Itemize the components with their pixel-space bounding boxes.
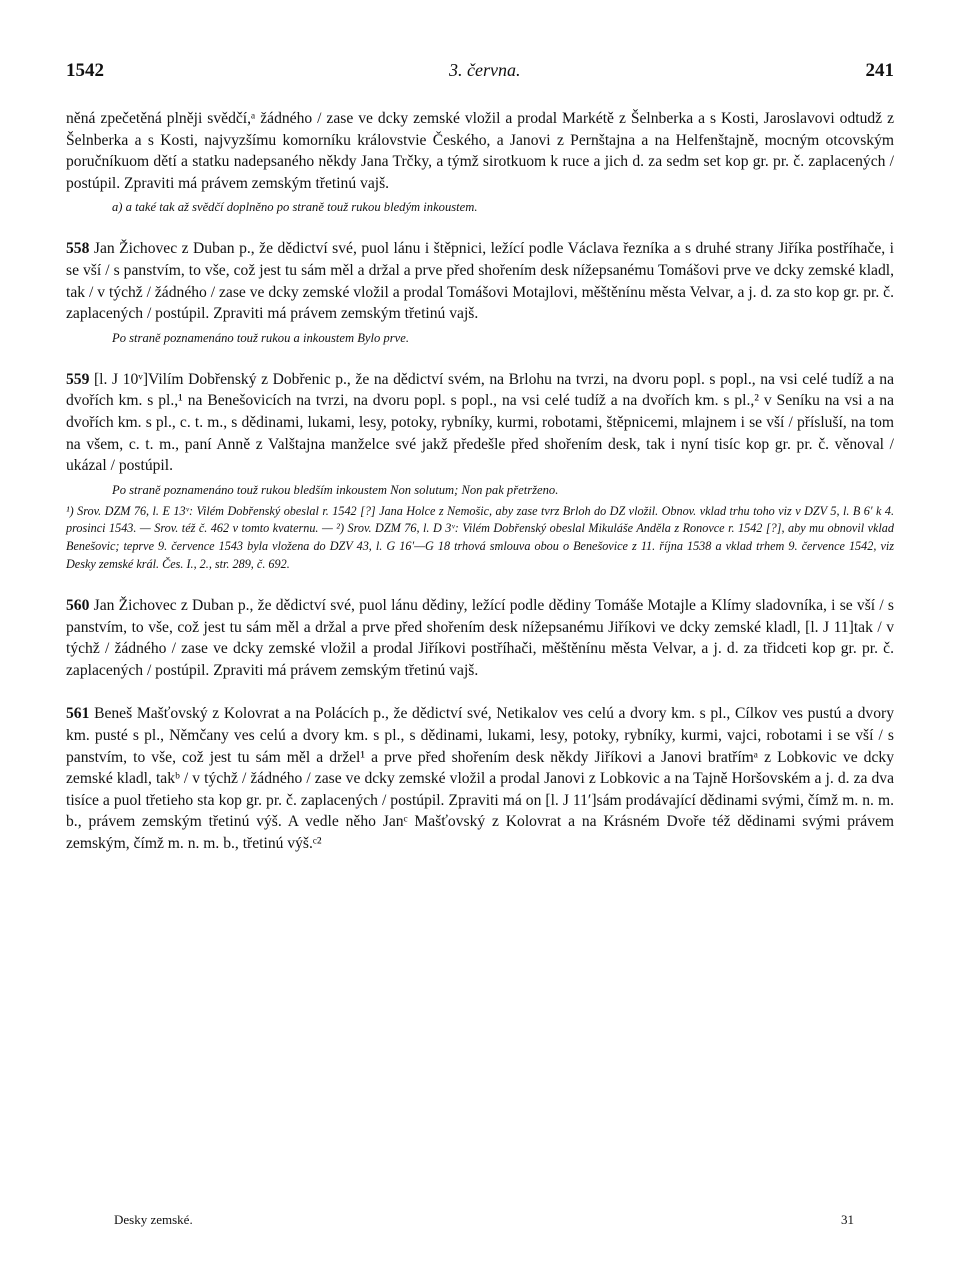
main-text <box>66 108 894 855</box>
entry-text: [l. J 10ᵛ]Vilím Dobřenský z Dobřenic p., že na dědictví svém, na Brlohu na tvrzi, na dvoru popl. s popl., na vsi celé tudíž a na dvořích km. s pl.,¹ na Benešovicích na tvrzi, na dvoru popl. s popl., na vsi celé tudíž a na dvořích km. s pl.,² v Seníku na vsi a na dvořích km. s pl., c. t. m., s dědinami, lukami, lesy, potoky, rybníky, kurmi, robotami, štěpnicemi, mlajnem i se vší / přísluší, na tom na všem, c. t. m., paní Anně z Valštajna manželce své jakž předešle před shořením desk, tak i nyní tisíc kop gr. pr. č. věnoval / ukázal / postúpil. <box>66 370 894 475</box>
entry-text: Beneš Mašťovský z Kolovrat a na Polácích p., že dědictví své, Netikalov ves celú a dvory km. s pl., Cílkov ves pustú a dvory km. pusté s pl., Němčany ves celú a dvory km. s pl., s dědinami, lukami, lesy, potoky, rybníky, kurmi, vajci, robotami i se vší / s panstvím, to vše, což jest tu sám měl a držel¹ a prve před shořením desk někdy Jiříkovi a Janovi bratřímᵃ z Lobkovic ve dcky zemské kladl, takᵇ / v týchž / žádného / zase ve dcky zemské vložil a prodal Janovi z Lobkovic a na Tajně Horšovském a j. d. za dva tisíce a puol třetieho sta kop gr. pr. č. zaplacených / postúpil. Zpraviti má on [l. J 11′]sám prodávající dědinami svými, čímž m. n. m. b., právem zemským třetinú výš. A vedle něho Janᶜ Mašťovský z Kolovrat a na Krásném Dvoře též dědinami svými právem zemským, čímž m. n. m. b., třetinú výš.ᶜ² <box>66 705 894 853</box>
entry-footnotes: ¹) Srov. DZM 76, l. E 13ᵛ: Vilém Dobřenský obeslal r. 1542 [?] Jana Holce z Nemošic, aby zase tvrz Brloh do DZ vložil. Obnov. vklad trhu toho viz v DZV 5, l. B 6′ k 4. prosinci 1543. — Srov. též č. 462 v tomto kvaternu. — ²) Srov. DZM 76, l. D 3ᵛ: Vilém Dobřenský obeslal Mikuláše Anděla z Ronovce r. 1542 [?], aby mu obnovil vklad Benešovic; teprve 9. července 1543 byla vložena do DZV 43, l. G 16′—G 18 trhová smlouva obou o Benešovice z 11. října 1538 a vklad trhem 9. července 1542, viz Desky zemské král. Čes. I., 2., str. 289, č. 692. <box>66 503 894 571</box>
header-date: 3. června. <box>449 60 521 80</box>
page-footer <box>114 1212 854 1228</box>
intro-note: a) a také tak až svědčí doplněno po straně touž rukou bledým inkoustem. <box>112 200 478 215</box>
header-year: 1542 <box>66 60 104 81</box>
entry-561 <box>66 703 894 854</box>
footer-title: Desky zemské. <box>114 1212 193 1227</box>
entry-number: 560 <box>66 597 90 615</box>
entry-note: Po straně poznamenáno touž rukou bledším inkoustem Non solutum; Non pak přetrženo. <box>112 482 559 497</box>
entry-paragraph <box>66 369 894 477</box>
entry-paragraph <box>66 595 894 681</box>
entry-number: 559 <box>66 370 90 388</box>
entry-560 <box>66 595 894 681</box>
entry-text: Jan Žichovec z Duban p., že dědictví své, puol lánu dědiny, ležící podle dědiny Tomáše Motajle a Klímy sladovníka, i se vší / s panstvím, to vše, což jest tu sám měl a držal a prve před shořením desk nížepsanému Jiříkovi ve dcky zemské kladl, [l. J 11]tak / v týchž / žádného / zase ve dcky zemské vložil a prodal Jiříkovi postříhači, měštěnínu města Velvar, a j. d. za třidceti kop gr. pr. č. zaplacených / postúpil. Zpraviti má právem zemským třetinú vajš. <box>66 597 894 679</box>
entry-number: 558 <box>66 240 90 258</box>
entry-note: Po straně poznamenáno touž rukou a inkoustem Bylo prve. <box>112 330 409 345</box>
entry-paragraph <box>66 238 894 324</box>
entry-558 <box>66 238 894 346</box>
footer-signature-number: 31 <box>841 1212 854 1227</box>
entry-number: 561 <box>66 705 90 723</box>
header-page-number: 241 <box>865 60 894 81</box>
document-page <box>66 60 894 855</box>
page-header <box>66 60 894 90</box>
entry-paragraph <box>66 703 894 854</box>
entry-text: Jan Žichovec z Duban p., že dědictví své, puol lánu i štěpnici, ležící podle Václava řezníka a s druhé strany Jiříka postříhače, i se vší / s panstvím, to vše, což jest tu sám měl a držal a prve před shořením desk nížepsanému Tomášovi prve ve dcky zemské kladl, tak / v týchž / žádného / zase ve dcky zemské vložil a prodal Tomášovi Motajlovi, měštěnínu města Velvar, a j. d. za sto kop gr. pr. č. zaplacených / postúpil. Zpraviti má právem zemským třetinú vajš. <box>66 240 894 323</box>
entry-559 <box>66 369 894 573</box>
intro-paragraph: něná zpečetěná plněji svědčí,ᵃ žádného / zase ve dcky zemské vložil a prodal Markétě z Šelnberka a s Kosti, Jaroslavovi odtudž z Šelnberka a s Kosti, najvyzšímu komorníku královstvie Českého, a Janovi z Pernštajna a na Helfenštajně, mocným otcovským poručníkuom dětí a statku nadepsaného někdy Jana Trčky, a týmž sirotkuom k ruce a jich d. za sedm set kop gr. pr. č. zaplacených / postúpil. Zpraviti má právem zemským třetinú vajš. <box>66 110 894 192</box>
